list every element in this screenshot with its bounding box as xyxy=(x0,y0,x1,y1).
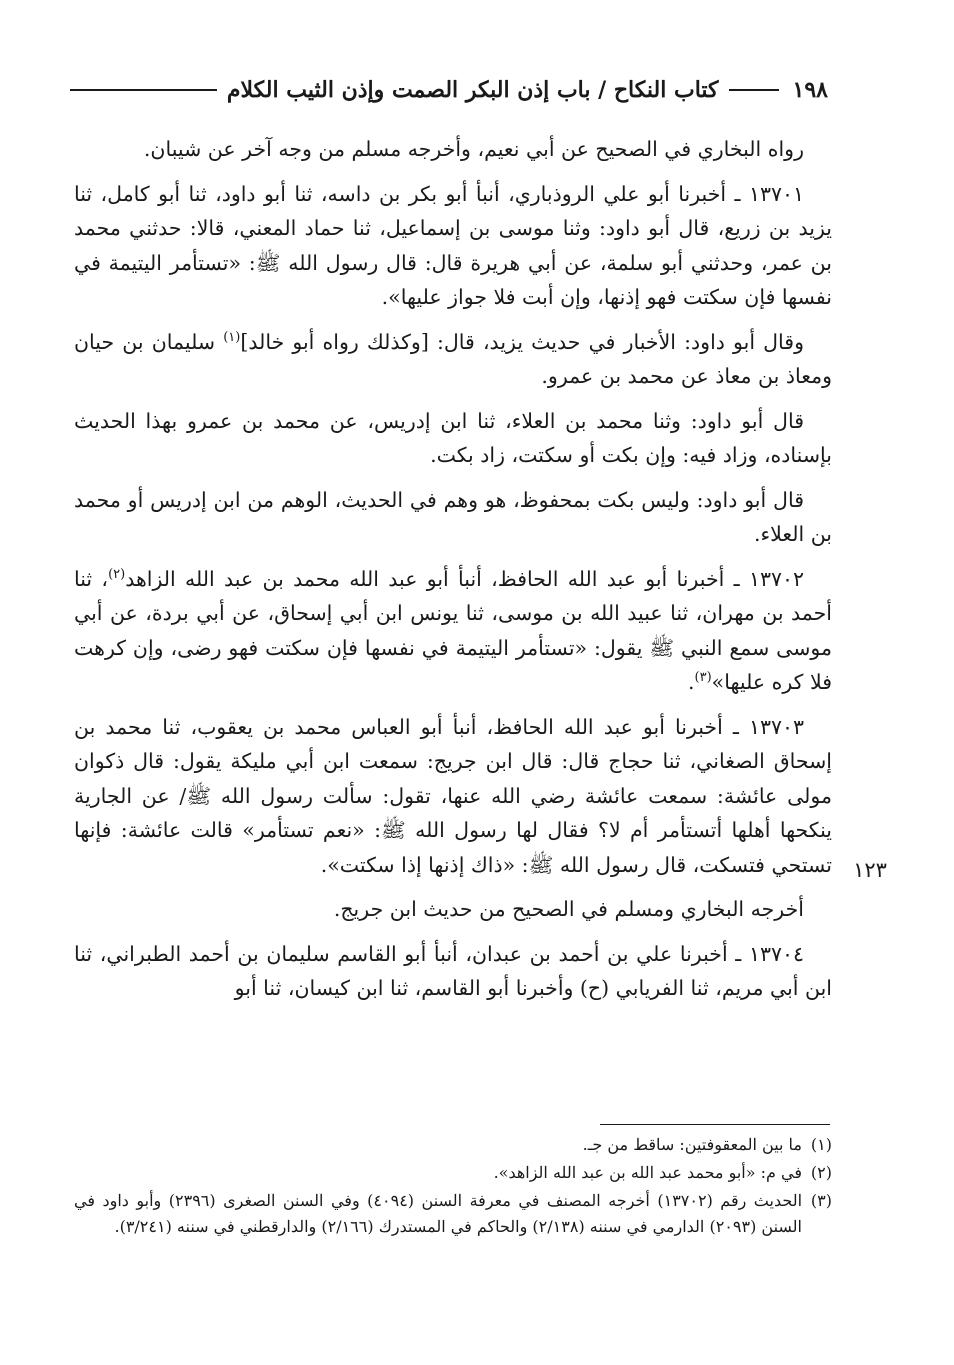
paragraph-5: قال أبو داود: وليس بكت بمحفوظ، هو وهم في الحديث، الوهم من ابن إدريس أو محمد بن العلاء. xyxy=(74,487,832,546)
paragraph-3-tail: سليمان بن حيان ومعاذ بن معاذ عن محمد بن عمرو. xyxy=(74,329,832,388)
paragraph-hadith-13704: ١٣٧٠٤ ـ أخبرنا علي بن أحمد بن عبدان، أنبأ أبو القاسم سليمان بن أحمد الطبراني، ثنا ابن أبي مريم، ثنا الفريابي (ح) وأخبرنا أبو القاسم، ثنا ابن كيسان، ثنا أبو xyxy=(74,941,832,1000)
header-rule-short xyxy=(729,89,779,91)
footnote-text: ما بين المعقوفتين: ساقط من جـ. xyxy=(582,1135,802,1154)
paragraph-3 xyxy=(74,325,832,394)
main-text xyxy=(74,132,832,1016)
footnote-2 xyxy=(74,1160,832,1186)
footnote-number: (١) xyxy=(810,1135,832,1154)
footnote-ref-3[interactable]: (٣) xyxy=(694,670,712,686)
paragraph-hadith-13701: ١٣٧٠١ ـ أخبرنا أبو علي الروذباري، أنبأ أبو بكر بن داسه، ثنا أبو داود، ثنا أبو كامل، ثنا يزيد بن زريع، قال أبو داود: وثنا موسى بن إسماعيل، ثنا حماد المعني، قالا: حدثني محمد بن عمر، وحدثني أبو سلمة، عن أبي هريرة قال: قال رسول الله ﷺ: «تستأمر اليتيمة في نفسها فإن سكتت فهو إذنها، وإن أبت فلا جواز عليها». xyxy=(74,181,832,309)
footnote-ref-2[interactable]: (٢) xyxy=(108,566,126,582)
paragraph-6-end: . xyxy=(688,670,695,694)
manuscript-page-marker: ١٢٣ xyxy=(853,858,887,882)
footnote-text: الحديث رقم (١٣٧٠٢) أخرجه المصنف في معرفة السنن (٤٠٩٤) وفي السنن الصغرى (٢٣٩٦) وأبو داود في السنن (٢٠٩٣) الدارمي في سننه (٢/١٣٨) والحاكم في المستدرك (٢/١٦٦) والدارقطني في سننه (٣/٢٤١). xyxy=(74,1191,803,1236)
footnote-number: (٢) xyxy=(810,1163,832,1182)
running-header xyxy=(70,72,828,108)
header-title: كتاب النكاح / باب إذن البكر الصمت وإذن الثيب الكلام xyxy=(226,77,719,103)
paragraph-hadith-13702 xyxy=(74,562,832,700)
page-number: ١٩٨ xyxy=(792,77,828,103)
footnote-3 xyxy=(74,1188,832,1240)
paragraph-hadith-13703: ١٣٧٠٣ ـ أخبرنا أبو عبد الله الحافظ، أنبأ أبو العباس محمد بن يعقوب، ثنا محمد بن إسحاق الصغاني، ثنا حجاج قال: قال ابن جريج: سمعت ابن أبي مليكة يقول: قال ذكوان مولى عائشة: سمعت عائشة رضي الله عنها، تقول: سألت رسول الله ﷺ/ عن الجارية ينكحها أهلها أتستأمر أم لا؟ فقال لها رسول الله ﷺ: «نعم تستأمر» قالت عائشة: فإنها تستحي فتسكت، قال رسول الله ﷺ: «ذاك إذنها إذا سكتت». xyxy=(74,714,832,877)
paragraph-8: أخرجه البخاري ومسلم في الصحيح من حديث ابن جريج. xyxy=(333,897,804,921)
footnote-ref-1[interactable]: (١) xyxy=(223,329,241,345)
paragraph-3-text: وقال أبو داود: الأخبار في حديث يزيد، قال: [وكذلك رواه أبو خالد] xyxy=(240,329,804,354)
footnote-1 xyxy=(74,1132,832,1158)
header-rule-long xyxy=(70,89,217,91)
paragraph-6-text: ١٣٧٠٢ ـ أخبرنا أبو عبد الله الحافظ، أنبأ أبو عبد الله محمد بن عبد الله الزاهد xyxy=(125,566,804,591)
paragraph-4: قال أبو داود: وثنا محمد بن العلاء، ثنا ابن إدريس، عن محمد بن عمرو بهذا الحديث بإسناده، وزاد فيه: وإن بكت أو سكتت، زاد بكت. xyxy=(74,408,832,467)
footnote-text: في م: «أبو محمد عبد الله بن عبد الله الزاهد». xyxy=(493,1163,802,1182)
paragraph-1: رواه البخاري في الصحيح عن أبي نعيم، وأخرجه مسلم من وجه آخر عن شيبان. xyxy=(143,137,804,161)
footnote-separator xyxy=(600,1124,830,1125)
footnotes xyxy=(74,1132,832,1242)
paragraph-6-tail: ، ثنا أحمد بن مهران، ثنا عبيد الله بن موسى، ثنا يونس ابن أبي إسحاق، عن أبي بردة، عن أبي موسى سمع النبي ﷺ يقول: «تستأمر اليتيمة في نفسها فإن سكتت فهو رضى، وإن كرهت فلا كره عليها» xyxy=(74,566,832,694)
footnote-number: (٣) xyxy=(810,1191,832,1210)
